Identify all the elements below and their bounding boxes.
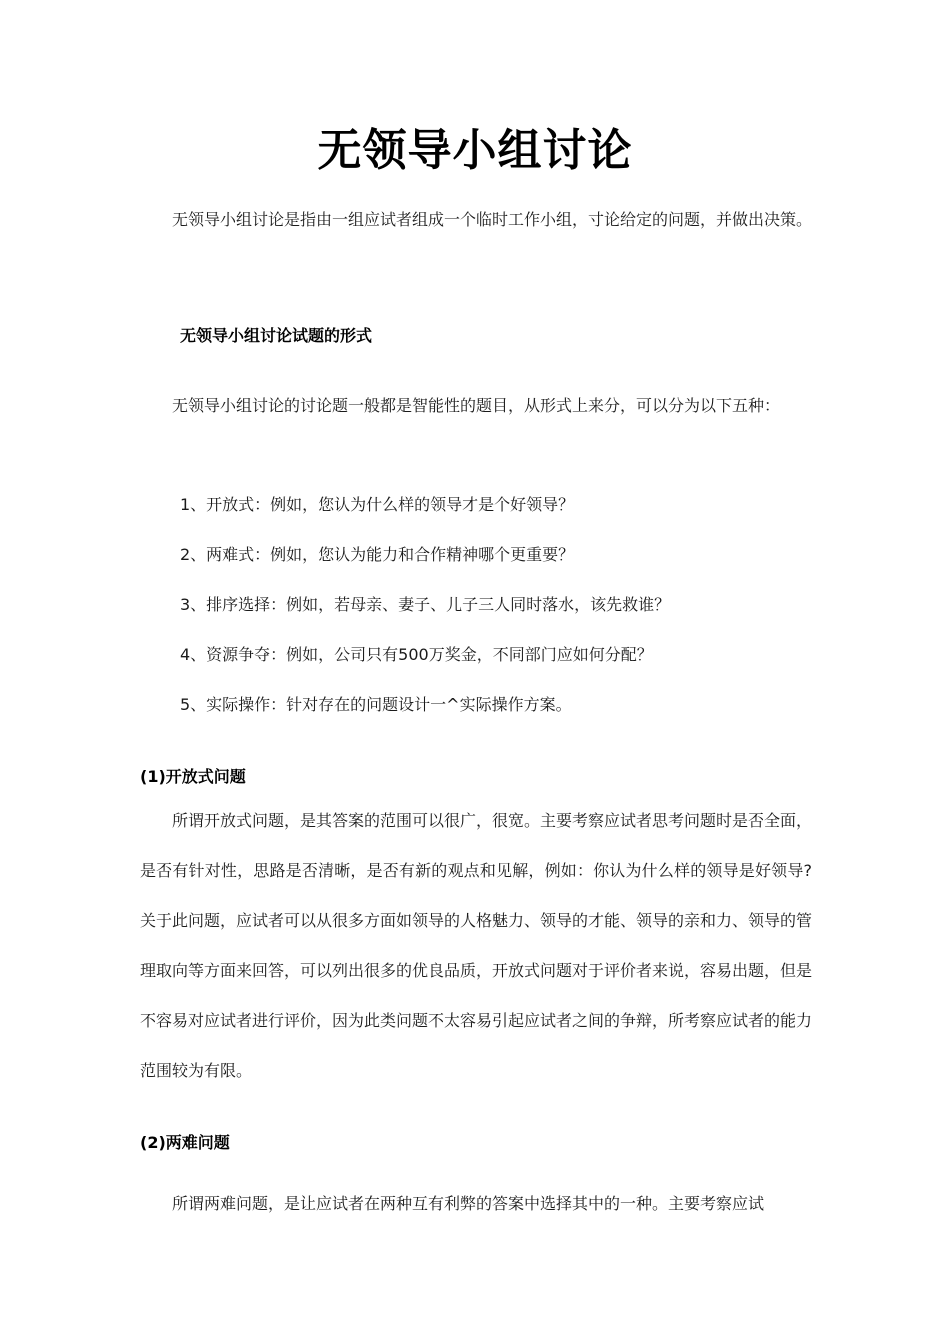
list-item: 2、两难式：例如，您认为能力和合作精神哪个更重要？	[180, 545, 575, 564]
intro-paragraph: 无领导小组讨论是指由一组应试者组成一个临时工作小组，寸论给定的问题，并做出决策。	[172, 210, 813, 229]
list-item: 3、排序选择：例如，若母亲、妻子、儿子三人同时落水，该先救谁？	[180, 595, 671, 614]
dilemma-question-paragraph: 所谓两难问题，是让应试者在两种互有利弊的答案中选择其中的一种。主要考察应试	[172, 1194, 765, 1213]
forms-list	[180, 489, 800, 739]
list-item: 1、开放式：例如，您认为什么样的领导才是个好领导？	[180, 495, 575, 514]
list-item: 5、实际操作：针对存在的问题设计一^实际操作方案。	[180, 695, 572, 714]
open-question-heading: (1)开放式问题	[140, 767, 246, 786]
dilemma-question-heading: (2)两难问题	[140, 1133, 230, 1152]
list-item: 4、资源争夺：例如，公司只有500万奖金，不同部门应如何分配？	[180, 645, 653, 664]
section-intro-paragraph: 无领导小组讨论的讨论题一般都是智能性的题目，从形式上来分，可以分为以下五种：	[172, 396, 781, 415]
page-title: 无领导小组讨论	[317, 125, 633, 177]
section-heading: 无领导小组讨论试题的形式	[180, 326, 373, 345]
open-question-paragraph: 所谓开放式问题，是其答案的范围可以很广，很宽。主要考察应试者思考问题时是否全面，是否有针对性，思路是否清晰，是否有新的观点和见解，例如：你认为什么样的领导是好领导?关于此问题，应试者可以从很多方面如领导的人格魅力、领导的才能、领导的亲和力、领导的管理取向等方面来回答，可以列出很多的优良品质，开放式问题对于评价者来说，容易出题，但是不容易对应试者进行评价，因为此类问题不太容易引起应试者之间的争辩，所考察应试者的能力范围较为有限。	[140, 811, 813, 1080]
